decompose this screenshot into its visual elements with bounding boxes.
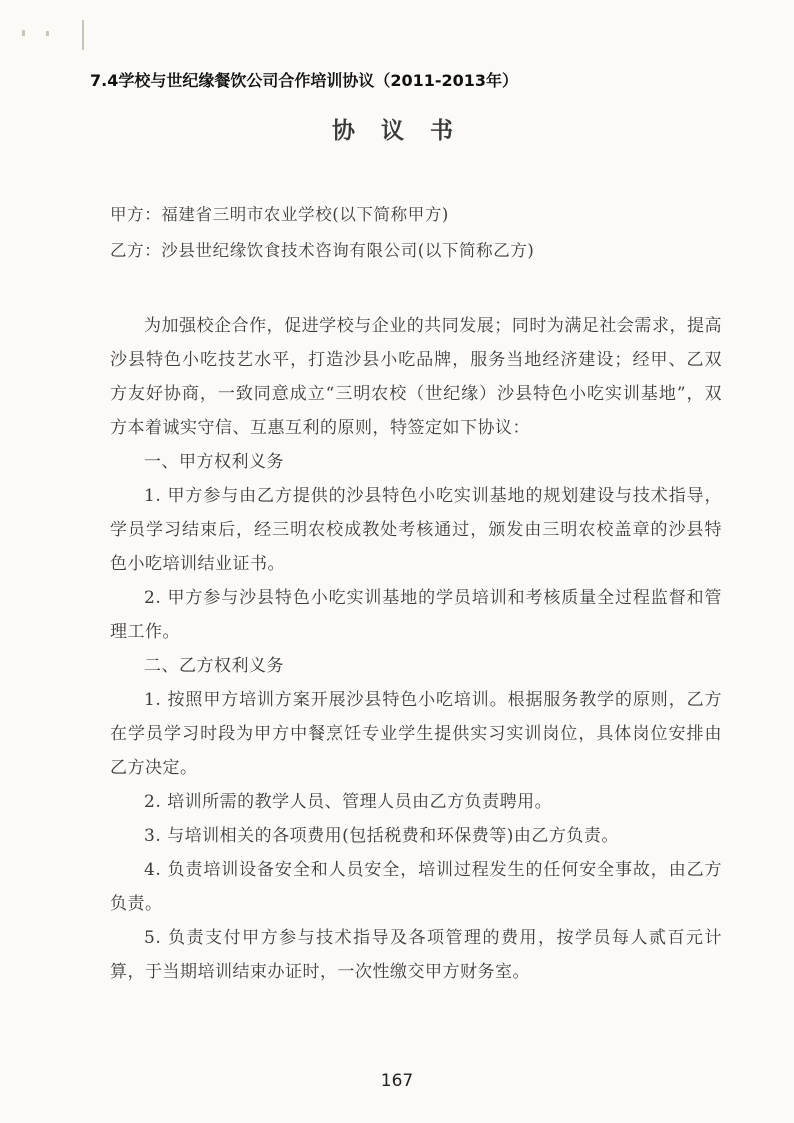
intro-paragraph: 为加强校企合作，促进学校与企业的共同发展；同时为满足社会需求，提高沙县特色小吃技艺水平，打造沙县小吃品牌，服务当地经济建设；经甲、乙双方友好协商，一致同意成立“三明农校（世纪缘）沙县特色小吃实训基地”，双方本着诚实守信、互惠互利的原则，特签定如下协议：	[110, 316, 722, 438]
scan-mark	[46, 31, 49, 36]
clause-a-2: 2. 甲方参与沙县特色小吃实训基地的学员培训和考核质量全过程监督和管理工作。	[110, 588, 722, 642]
party-a-line: 甲方：福建省三明市农业学校(以下简称甲方)	[110, 205, 449, 224]
clause-b-3: 3. 与培训相关的各项费用(包括税费和环保费等)由乙方负责。	[144, 826, 619, 846]
page-number: 167	[380, 1071, 414, 1091]
clause-a-1: 1. 甲方参与由乙方提供的沙县特色小吃实训基地的规划建设与技术指导，学员学习结束后，经三明农校成教处考核通过，颁发由三明农校盖章的沙县特色小吃培训结业证书。	[110, 486, 722, 574]
section-heading-party-a: 一、甲方权利义务	[144, 452, 284, 472]
agreement-heading: 协 议 书	[331, 117, 462, 144]
agreement-body	[110, 309, 722, 989]
section-heading-party-b: 二、乙方权利义务	[144, 656, 284, 676]
party-b-line: 乙方：沙县世纪缘饮食技术咨询有限公司(以下简称乙方)	[110, 241, 535, 260]
clause-b-5: 5. 负责支付甲方参与技术指导及各项管理的费用，按学员每人贰百元计算，于当期培训结束办证时，一次性缴交甲方财务室。	[110, 928, 722, 982]
scan-mark	[22, 30, 25, 36]
clause-b-2: 2. 培训所需的教学人员、管理人员由乙方负责聘用。	[144, 792, 553, 812]
clause-b-1: 1. 按照甲方培训方案开展沙县特色小吃培训。根据服务教学的原则，乙方在学员学习时段为甲方中餐烹饪专业学生提供实习实训岗位，具体岗位安排由乙方决定。	[110, 690, 722, 778]
document-title: 7.4学校与世纪缘餐饮公司合作培训协议（2011-2013年）	[90, 71, 519, 90]
scan-mark	[82, 20, 84, 50]
clause-b-4: 4. 负责培训设备安全和人员安全，培训过程发生的任何安全事故，由乙方负责。	[110, 860, 722, 914]
